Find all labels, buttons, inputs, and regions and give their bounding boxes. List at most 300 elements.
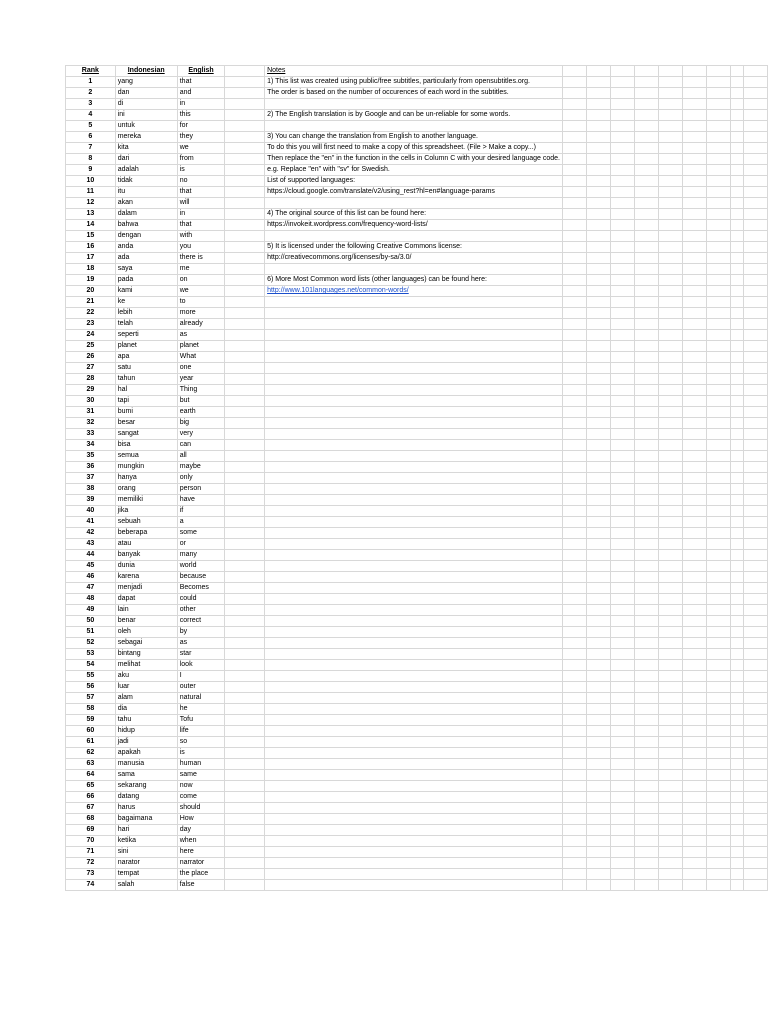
empty-cell[interactable] bbox=[634, 385, 658, 396]
empty-cell[interactable] bbox=[610, 770, 634, 781]
empty-cell[interactable] bbox=[610, 121, 634, 132]
rank-cell[interactable]: 23 bbox=[66, 319, 116, 330]
empty-cell[interactable] bbox=[743, 407, 767, 418]
empty-cell[interactable] bbox=[586, 561, 610, 572]
english-cell[interactable]: on bbox=[177, 275, 225, 286]
empty-cell[interactable] bbox=[586, 275, 610, 286]
empty-cell[interactable] bbox=[634, 847, 658, 858]
empty-cell[interactable] bbox=[225, 418, 265, 429]
empty-cell[interactable] bbox=[706, 418, 730, 429]
empty-cell[interactable] bbox=[743, 176, 767, 187]
empty-cell[interactable] bbox=[225, 286, 265, 297]
empty-cell[interactable] bbox=[743, 858, 767, 869]
empty-cell[interactable] bbox=[658, 308, 682, 319]
empty-cell[interactable] bbox=[610, 506, 634, 517]
empty-cell[interactable] bbox=[706, 209, 730, 220]
indonesian-cell[interactable]: benar bbox=[115, 616, 177, 627]
empty-cell[interactable] bbox=[730, 418, 743, 429]
empty-cell[interactable] bbox=[265, 880, 563, 891]
empty-cell[interactable] bbox=[265, 638, 563, 649]
empty-cell[interactable] bbox=[743, 517, 767, 528]
indonesian-cell[interactable]: atau bbox=[115, 539, 177, 550]
empty-cell[interactable] bbox=[706, 110, 730, 121]
empty-cell[interactable] bbox=[265, 847, 563, 858]
rank-cell[interactable]: 48 bbox=[66, 594, 116, 605]
empty-cell[interactable] bbox=[634, 605, 658, 616]
rank-cell[interactable]: 42 bbox=[66, 528, 116, 539]
empty-cell[interactable] bbox=[225, 704, 265, 715]
empty-cell[interactable] bbox=[265, 814, 563, 825]
indonesian-cell[interactable]: pada bbox=[115, 275, 177, 286]
empty-cell[interactable] bbox=[610, 363, 634, 374]
empty-cell[interactable] bbox=[658, 462, 682, 473]
empty-cell[interactable] bbox=[225, 308, 265, 319]
empty-cell[interactable] bbox=[730, 187, 743, 198]
empty-cell[interactable] bbox=[743, 748, 767, 759]
empty-cell[interactable] bbox=[730, 583, 743, 594]
empty-cell[interactable] bbox=[265, 363, 563, 374]
english-cell[interactable]: very bbox=[177, 429, 225, 440]
empty-cell[interactable] bbox=[265, 627, 563, 638]
indonesian-cell[interactable]: memiliki bbox=[115, 495, 177, 506]
notes-link-cell[interactable] bbox=[265, 286, 563, 297]
empty-cell[interactable] bbox=[610, 869, 634, 880]
empty-cell[interactable] bbox=[706, 715, 730, 726]
empty-cell[interactable] bbox=[586, 440, 610, 451]
empty-cell[interactable] bbox=[225, 429, 265, 440]
empty-cell[interactable] bbox=[743, 616, 767, 627]
empty-cell[interactable] bbox=[682, 825, 706, 836]
empty-cell[interactable] bbox=[586, 242, 610, 253]
empty-cell[interactable] bbox=[658, 528, 682, 539]
indonesian-cell[interactable]: anda bbox=[115, 242, 177, 253]
rank-cell[interactable]: 51 bbox=[66, 627, 116, 638]
empty-cell[interactable] bbox=[743, 198, 767, 209]
indonesian-cell[interactable]: mungkin bbox=[115, 462, 177, 473]
empty-cell[interactable] bbox=[706, 517, 730, 528]
english-cell[interactable]: other bbox=[177, 605, 225, 616]
empty-cell[interactable] bbox=[563, 374, 587, 385]
empty-cell[interactable] bbox=[743, 803, 767, 814]
empty-cell[interactable] bbox=[563, 814, 587, 825]
empty-cell[interactable] bbox=[610, 605, 634, 616]
empty-cell[interactable] bbox=[610, 154, 634, 165]
empty-cell[interactable] bbox=[706, 77, 730, 88]
empty-cell[interactable] bbox=[730, 308, 743, 319]
empty-cell[interactable] bbox=[743, 341, 767, 352]
indonesian-cell[interactable]: hari bbox=[115, 825, 177, 836]
empty-cell[interactable] bbox=[730, 825, 743, 836]
empty-cell[interactable] bbox=[682, 506, 706, 517]
empty-cell[interactable] bbox=[586, 726, 610, 737]
empty-cell[interactable] bbox=[706, 66, 730, 77]
indonesian-cell[interactable]: dia bbox=[115, 704, 177, 715]
empty-cell[interactable] bbox=[563, 594, 587, 605]
empty-cell[interactable] bbox=[706, 671, 730, 682]
empty-cell[interactable] bbox=[743, 539, 767, 550]
empty-cell[interactable] bbox=[682, 352, 706, 363]
empty-cell[interactable] bbox=[658, 165, 682, 176]
indonesian-cell[interactable]: ini bbox=[115, 110, 177, 121]
empty-cell[interactable] bbox=[730, 748, 743, 759]
empty-cell[interactable] bbox=[586, 869, 610, 880]
empty-cell[interactable] bbox=[634, 99, 658, 110]
empty-cell[interactable] bbox=[265, 836, 563, 847]
empty-cell[interactable] bbox=[743, 583, 767, 594]
empty-cell[interactable] bbox=[586, 583, 610, 594]
common-words-link[interactable]: http://www.101languages.net/common-words/ bbox=[267, 287, 409, 294]
empty-cell[interactable] bbox=[743, 638, 767, 649]
empty-cell[interactable] bbox=[658, 605, 682, 616]
empty-cell[interactable] bbox=[682, 418, 706, 429]
empty-cell[interactable] bbox=[610, 814, 634, 825]
empty-cell[interactable] bbox=[265, 649, 563, 660]
empty-cell[interactable] bbox=[634, 363, 658, 374]
empty-cell[interactable] bbox=[658, 418, 682, 429]
empty-cell[interactable] bbox=[586, 77, 610, 88]
empty-cell[interactable] bbox=[225, 352, 265, 363]
empty-cell[interactable] bbox=[706, 363, 730, 374]
indonesian-cell[interactable]: apa bbox=[115, 352, 177, 363]
empty-cell[interactable] bbox=[743, 792, 767, 803]
empty-cell[interactable] bbox=[225, 132, 265, 143]
empty-cell[interactable] bbox=[586, 572, 610, 583]
empty-cell[interactable] bbox=[586, 759, 610, 770]
indonesian-cell[interactable]: bisa bbox=[115, 440, 177, 451]
empty-cell[interactable] bbox=[658, 792, 682, 803]
empty-cell[interactable] bbox=[586, 473, 610, 484]
empty-cell[interactable] bbox=[682, 649, 706, 660]
empty-cell[interactable] bbox=[265, 198, 563, 209]
empty-cell[interactable] bbox=[563, 682, 587, 693]
empty-cell[interactable] bbox=[586, 748, 610, 759]
empty-cell[interactable] bbox=[610, 737, 634, 748]
empty-cell[interactable] bbox=[563, 825, 587, 836]
empty-cell[interactable] bbox=[743, 737, 767, 748]
indonesian-cell[interactable]: hidup bbox=[115, 726, 177, 737]
empty-cell[interactable] bbox=[586, 308, 610, 319]
empty-cell[interactable] bbox=[658, 726, 682, 737]
rank-cell[interactable]: 53 bbox=[66, 649, 116, 660]
empty-cell[interactable] bbox=[658, 869, 682, 880]
empty-cell[interactable] bbox=[225, 143, 265, 154]
empty-cell[interactable] bbox=[634, 825, 658, 836]
empty-cell[interactable] bbox=[225, 319, 265, 330]
rank-cell[interactable]: 50 bbox=[66, 616, 116, 627]
empty-cell[interactable] bbox=[730, 484, 743, 495]
empty-cell[interactable] bbox=[265, 759, 563, 770]
empty-cell[interactable] bbox=[730, 836, 743, 847]
empty-cell[interactable] bbox=[610, 396, 634, 407]
empty-cell[interactable] bbox=[730, 352, 743, 363]
english-cell[interactable]: you bbox=[177, 242, 225, 253]
empty-cell[interactable] bbox=[706, 594, 730, 605]
empty-cell[interactable] bbox=[225, 165, 265, 176]
empty-cell[interactable] bbox=[634, 88, 658, 99]
empty-cell[interactable] bbox=[586, 660, 610, 671]
indonesian-cell[interactable]: telah bbox=[115, 319, 177, 330]
empty-cell[interactable] bbox=[730, 275, 743, 286]
empty-cell[interactable] bbox=[634, 473, 658, 484]
rank-cell[interactable]: 49 bbox=[66, 605, 116, 616]
empty-cell[interactable] bbox=[610, 462, 634, 473]
empty-cell[interactable] bbox=[563, 770, 587, 781]
empty-cell[interactable] bbox=[658, 352, 682, 363]
empty-cell[interactable] bbox=[658, 110, 682, 121]
empty-cell[interactable] bbox=[730, 143, 743, 154]
empty-cell[interactable] bbox=[586, 847, 610, 858]
empty-cell[interactable] bbox=[563, 132, 587, 143]
english-cell[interactable]: that bbox=[177, 77, 225, 88]
empty-cell[interactable] bbox=[682, 748, 706, 759]
empty-cell[interactable] bbox=[730, 66, 743, 77]
empty-cell[interactable] bbox=[610, 594, 634, 605]
rank-cell[interactable]: 62 bbox=[66, 748, 116, 759]
indonesian-cell[interactable]: untuk bbox=[115, 121, 177, 132]
empty-cell[interactable] bbox=[706, 121, 730, 132]
empty-cell[interactable] bbox=[682, 242, 706, 253]
english-cell[interactable]: day bbox=[177, 825, 225, 836]
empty-cell[interactable] bbox=[730, 407, 743, 418]
empty-cell[interactable] bbox=[265, 473, 563, 484]
empty-cell[interactable] bbox=[610, 88, 634, 99]
empty-cell[interactable] bbox=[730, 539, 743, 550]
empty-cell[interactable] bbox=[610, 572, 634, 583]
rank-cell[interactable]: 44 bbox=[66, 550, 116, 561]
indonesian-cell[interactable]: itu bbox=[115, 187, 177, 198]
empty-cell[interactable] bbox=[743, 418, 767, 429]
empty-cell[interactable] bbox=[658, 77, 682, 88]
empty-cell[interactable] bbox=[730, 726, 743, 737]
empty-cell[interactable] bbox=[658, 66, 682, 77]
empty-cell[interactable] bbox=[634, 231, 658, 242]
empty-cell[interactable] bbox=[682, 330, 706, 341]
empty-cell[interactable] bbox=[586, 671, 610, 682]
empty-cell[interactable] bbox=[658, 484, 682, 495]
english-cell[interactable]: in bbox=[177, 209, 225, 220]
empty-cell[interactable] bbox=[706, 462, 730, 473]
empty-cell[interactable] bbox=[563, 242, 587, 253]
english-cell[interactable]: when bbox=[177, 836, 225, 847]
english-cell[interactable]: is bbox=[177, 165, 225, 176]
english-cell[interactable]: but bbox=[177, 396, 225, 407]
empty-cell[interactable] bbox=[634, 528, 658, 539]
empty-cell[interactable] bbox=[563, 715, 587, 726]
empty-cell[interactable] bbox=[730, 627, 743, 638]
empty-cell[interactable] bbox=[586, 858, 610, 869]
indonesian-cell[interactable]: jadi bbox=[115, 737, 177, 748]
empty-cell[interactable] bbox=[730, 693, 743, 704]
empty-cell[interactable] bbox=[265, 517, 563, 528]
empty-cell[interactable] bbox=[563, 264, 587, 275]
indonesian-cell[interactable]: melihat bbox=[115, 660, 177, 671]
empty-cell[interactable] bbox=[265, 748, 563, 759]
empty-cell[interactable] bbox=[586, 110, 610, 121]
empty-cell[interactable] bbox=[563, 99, 587, 110]
empty-cell[interactable] bbox=[265, 374, 563, 385]
empty-cell[interactable] bbox=[225, 242, 265, 253]
indonesian-cell[interactable]: sangat bbox=[115, 429, 177, 440]
empty-cell[interactable] bbox=[730, 253, 743, 264]
empty-cell[interactable] bbox=[730, 132, 743, 143]
empty-cell[interactable] bbox=[730, 781, 743, 792]
empty-cell[interactable] bbox=[225, 671, 265, 682]
empty-cell[interactable] bbox=[610, 704, 634, 715]
empty-cell[interactable] bbox=[634, 418, 658, 429]
rank-cell[interactable]: 29 bbox=[66, 385, 116, 396]
empty-cell[interactable] bbox=[610, 616, 634, 627]
empty-cell[interactable] bbox=[225, 220, 265, 231]
empty-cell[interactable] bbox=[706, 308, 730, 319]
empty-cell[interactable] bbox=[743, 528, 767, 539]
english-cell[interactable]: life bbox=[177, 726, 225, 737]
empty-cell[interactable] bbox=[586, 374, 610, 385]
empty-cell[interactable] bbox=[658, 88, 682, 99]
empty-cell[interactable] bbox=[265, 528, 563, 539]
indonesian-cell[interactable]: seperti bbox=[115, 330, 177, 341]
empty-cell[interactable] bbox=[730, 550, 743, 561]
empty-cell[interactable] bbox=[634, 209, 658, 220]
english-cell[interactable]: as bbox=[177, 638, 225, 649]
empty-cell[interactable] bbox=[658, 506, 682, 517]
empty-cell[interactable] bbox=[634, 187, 658, 198]
empty-cell[interactable] bbox=[743, 572, 767, 583]
empty-cell[interactable] bbox=[586, 792, 610, 803]
empty-cell[interactable] bbox=[682, 495, 706, 506]
english-cell[interactable]: star bbox=[177, 649, 225, 660]
english-cell[interactable]: could bbox=[177, 594, 225, 605]
empty-cell[interactable] bbox=[743, 110, 767, 121]
empty-cell[interactable] bbox=[658, 363, 682, 374]
empty-cell[interactable] bbox=[682, 121, 706, 132]
empty-cell[interactable] bbox=[586, 429, 610, 440]
empty-cell[interactable] bbox=[610, 297, 634, 308]
empty-cell[interactable] bbox=[634, 297, 658, 308]
empty-cell[interactable] bbox=[634, 550, 658, 561]
empty-cell[interactable] bbox=[706, 165, 730, 176]
empty-cell[interactable] bbox=[265, 715, 563, 726]
empty-cell[interactable] bbox=[610, 539, 634, 550]
empty-cell[interactable] bbox=[586, 594, 610, 605]
notes-cell[interactable]: https://invokeit.wordpress.com/frequency-word-lists/ bbox=[265, 220, 563, 231]
empty-cell[interactable] bbox=[682, 737, 706, 748]
empty-cell[interactable] bbox=[682, 99, 706, 110]
empty-cell[interactable] bbox=[743, 440, 767, 451]
empty-cell[interactable] bbox=[682, 528, 706, 539]
empty-cell[interactable] bbox=[586, 363, 610, 374]
empty-cell[interactable] bbox=[658, 572, 682, 583]
empty-cell[interactable] bbox=[743, 363, 767, 374]
empty-cell[interactable] bbox=[225, 99, 265, 110]
empty-cell[interactable] bbox=[706, 737, 730, 748]
empty-cell[interactable] bbox=[743, 187, 767, 198]
empty-cell[interactable] bbox=[225, 374, 265, 385]
empty-cell[interactable] bbox=[265, 660, 563, 671]
empty-cell[interactable] bbox=[225, 154, 265, 165]
empty-cell[interactable] bbox=[634, 242, 658, 253]
empty-cell[interactable] bbox=[682, 451, 706, 462]
empty-cell[interactable] bbox=[563, 385, 587, 396]
empty-cell[interactable] bbox=[658, 187, 682, 198]
empty-cell[interactable] bbox=[610, 748, 634, 759]
empty-cell[interactable] bbox=[563, 407, 587, 418]
empty-cell[interactable] bbox=[563, 539, 587, 550]
english-cell[interactable]: that bbox=[177, 220, 225, 231]
indonesian-cell[interactable]: hal bbox=[115, 385, 177, 396]
empty-cell[interactable] bbox=[658, 132, 682, 143]
empty-cell[interactable] bbox=[730, 638, 743, 649]
empty-cell[interactable] bbox=[225, 506, 265, 517]
empty-cell[interactable] bbox=[563, 253, 587, 264]
empty-cell[interactable] bbox=[225, 88, 265, 99]
empty-cell[interactable] bbox=[730, 429, 743, 440]
empty-cell[interactable] bbox=[610, 143, 634, 154]
rank-cell[interactable]: 12 bbox=[66, 198, 116, 209]
empty-cell[interactable] bbox=[225, 561, 265, 572]
empty-cell[interactable] bbox=[730, 792, 743, 803]
empty-cell[interactable] bbox=[682, 682, 706, 693]
empty-cell[interactable] bbox=[225, 715, 265, 726]
rank-cell[interactable]: 25 bbox=[66, 341, 116, 352]
empty-cell[interactable] bbox=[682, 671, 706, 682]
indonesian-cell[interactable]: sebagai bbox=[115, 638, 177, 649]
rank-cell[interactable]: 3 bbox=[66, 99, 116, 110]
empty-cell[interactable] bbox=[706, 484, 730, 495]
empty-cell[interactable] bbox=[743, 561, 767, 572]
empty-cell[interactable] bbox=[682, 341, 706, 352]
empty-cell[interactable] bbox=[563, 451, 587, 462]
empty-cell[interactable] bbox=[634, 682, 658, 693]
empty-cell[interactable] bbox=[730, 374, 743, 385]
indonesian-cell[interactable]: orang bbox=[115, 484, 177, 495]
rank-cell[interactable]: 52 bbox=[66, 638, 116, 649]
empty-cell[interactable] bbox=[265, 550, 563, 561]
empty-cell[interactable] bbox=[743, 319, 767, 330]
rank-cell[interactable]: 68 bbox=[66, 814, 116, 825]
empty-cell[interactable] bbox=[658, 693, 682, 704]
empty-cell[interactable] bbox=[610, 671, 634, 682]
empty-cell[interactable] bbox=[730, 341, 743, 352]
empty-cell[interactable] bbox=[586, 385, 610, 396]
empty-cell[interactable] bbox=[730, 77, 743, 88]
empty-cell[interactable] bbox=[743, 286, 767, 297]
empty-cell[interactable] bbox=[634, 803, 658, 814]
empty-cell[interactable] bbox=[730, 770, 743, 781]
empty-cell[interactable] bbox=[634, 440, 658, 451]
empty-cell[interactable] bbox=[706, 759, 730, 770]
empty-cell[interactable] bbox=[658, 154, 682, 165]
empty-cell[interactable] bbox=[563, 176, 587, 187]
empty-cell[interactable] bbox=[682, 231, 706, 242]
english-cell[interactable]: by bbox=[177, 627, 225, 638]
empty-cell[interactable] bbox=[586, 484, 610, 495]
english-cell[interactable]: planet bbox=[177, 341, 225, 352]
empty-cell[interactable] bbox=[265, 869, 563, 880]
empty-cell[interactable] bbox=[610, 308, 634, 319]
indonesian-cell[interactable]: menjadi bbox=[115, 583, 177, 594]
empty-cell[interactable] bbox=[743, 88, 767, 99]
empty-cell[interactable] bbox=[225, 462, 265, 473]
empty-cell[interactable] bbox=[730, 660, 743, 671]
notes-cell[interactable]: 6) More Most Common word lists (other languages) can be found here: bbox=[265, 275, 563, 286]
english-cell[interactable]: world bbox=[177, 561, 225, 572]
empty-cell[interactable] bbox=[658, 814, 682, 825]
indonesian-cell[interactable]: tahu bbox=[115, 715, 177, 726]
empty-cell[interactable] bbox=[610, 132, 634, 143]
empty-cell[interactable] bbox=[225, 627, 265, 638]
rank-cell[interactable]: 55 bbox=[66, 671, 116, 682]
empty-cell[interactable] bbox=[634, 561, 658, 572]
